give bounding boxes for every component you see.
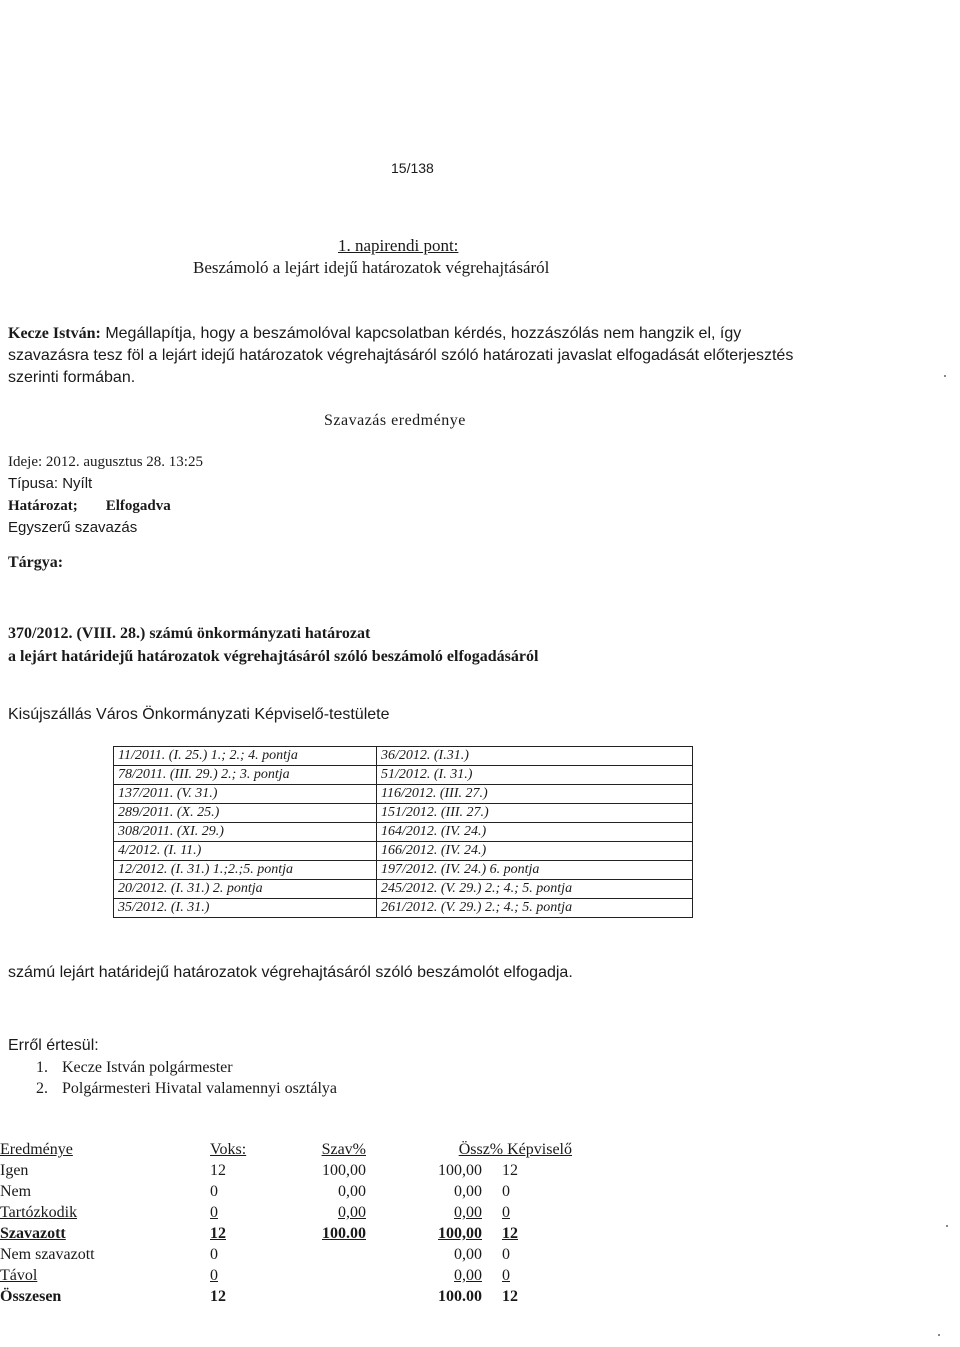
notify-list — [36, 1057, 337, 1099]
resolution-ref: 151/2012. (III. 27.) — [377, 804, 693, 823]
vote-row-label: Tartózkodik — [0, 1204, 78, 1221]
representative-count: 12 — [502, 1162, 518, 1179]
vote-percent — [266, 1265, 366, 1286]
notify-item — [36, 1057, 337, 1078]
resolutions-row — [114, 747, 693, 766]
vote-row — [0, 1244, 572, 1265]
page-number: 15/138 — [391, 160, 434, 176]
agenda-heading: 1. napirendi pont: — [338, 236, 459, 255]
total-percent: 0,00 — [454, 1246, 482, 1263]
total-percent: 100,00 — [438, 1225, 482, 1242]
vote-result-heading: Szavazás eredménye — [324, 412, 466, 429]
resolution-ref: 116/2012. (III. 27.) — [377, 785, 693, 804]
resolutions-row — [114, 899, 693, 918]
vote-percent — [266, 1244, 366, 1265]
resolution-ref: 164/2012. (IV. 24.) — [377, 823, 693, 842]
vote-row — [0, 1181, 572, 1202]
vote-row-label: Igen — [0, 1162, 29, 1179]
vote-count: 0 — [210, 1204, 218, 1221]
vote-table-header — [0, 1139, 572, 1160]
vote-row-label: Távol — [0, 1267, 38, 1284]
resolutions-row — [114, 766, 693, 785]
notify-item-number: 1. — [36, 1059, 48, 1076]
resolution-number: 370/2012. (VIII. 28.) számú önkormányzati határozat — [8, 625, 371, 642]
resolutions-row — [114, 842, 693, 861]
accept-text: számú lejárt határidejű határozatok végrehajtásáról szóló beszámolót elfogadja. — [8, 964, 573, 981]
resolution-decision-row — [8, 495, 203, 517]
resolutions-row — [114, 785, 693, 804]
resolution-label: Határozat; — [8, 498, 78, 514]
total-percent: 0,00 — [454, 1183, 482, 1200]
total-percent: 0,00 — [454, 1267, 482, 1284]
vote-percent: 0,00 — [338, 1183, 366, 1200]
vote-percent: 0,00 — [338, 1204, 366, 1221]
agenda-title: Beszámoló a lejárt idejű határozatok végrehajtásáról — [193, 258, 550, 277]
subject-label: Tárgya: — [8, 554, 64, 571]
vote-count: 12 — [210, 1162, 226, 1179]
vote-row — [0, 1202, 572, 1223]
vote-row-label: Nem — [0, 1183, 32, 1200]
intro-paragraph — [8, 323, 808, 389]
representative-count: 12 — [502, 1225, 518, 1242]
notify-item-number: 2. — [36, 1080, 48, 1097]
resolution-ref: 289/2011. (X. 25.) — [114, 804, 377, 823]
representative-count: 0 — [502, 1267, 510, 1284]
speaker-name: Kecze István: — [8, 325, 101, 342]
vote-row — [0, 1223, 572, 1244]
vote-count: 12 — [210, 1225, 226, 1242]
notify-item — [36, 1078, 337, 1099]
resolution-ref: 197/2012. (IV. 24.) 6. pontja — [377, 861, 693, 880]
scan-speck — [944, 375, 946, 377]
vote-count: 12 — [210, 1288, 226, 1305]
header-votes: Voks: — [210, 1141, 247, 1158]
vote-percent — [266, 1286, 366, 1307]
resolution-ref: 51/2012. (I. 31.) — [377, 766, 693, 785]
vote-time: Ideje: 2012. augusztus 28. 13:25 — [8, 454, 203, 470]
header-result: Eredménye — [0, 1141, 73, 1158]
resolution-ref: 12/2012. (I. 31.) 1.;2.;5. pontja — [114, 861, 377, 880]
resolutions-row — [114, 823, 693, 842]
notify-item-text: Polgármesteri Hivatal valamennyi osztálya — [62, 1080, 338, 1097]
total-percent: 0,00 — [454, 1204, 482, 1221]
vote-row-label: Nem szavazott — [0, 1246, 95, 1263]
decision-status: Elfogadva — [105, 498, 171, 514]
resolution-ref: 261/2012. (V. 29.) 2.; 4.; 5. pontja — [377, 899, 693, 918]
notify-label: Erről értesül: — [8, 1037, 99, 1054]
vote-row — [0, 1286, 572, 1307]
resolution-ref: 245/2012. (V. 29.) 2.; 4.; 5. pontja — [377, 880, 693, 899]
vote-type: Típusa: Nyílt — [8, 475, 93, 492]
resolutions-row — [114, 880, 693, 899]
resolution-ref: 137/2011. (V. 31.) — [114, 785, 377, 804]
header-vote-percent: Szav% — [321, 1141, 366, 1158]
resolution-ref: 166/2012. (IV. 24.) — [377, 842, 693, 861]
representative-count: 0 — [502, 1183, 510, 1200]
intro-text: Megállapítja, hogy a beszámolóval kapcsolatban kérdés, hozzászólás nem hangzik el, így szavazásra tesz föl a lejárt idejű határozatok végrehajtásáról szóló határozati javaslat elfogadását előterjesztés szerinti formában. — [8, 325, 794, 386]
resolution-title — [8, 622, 538, 668]
resolution-ref: 308/2011. (XI. 29.) — [114, 823, 377, 842]
vote-table — [0, 1139, 572, 1307]
vote-row-label: Összesen — [0, 1288, 62, 1305]
resolution-ref: 36/2012. (I.31.) — [377, 747, 693, 766]
resolution-ref: 35/2012. (I. 31.) — [114, 899, 377, 918]
council-name: Kisújszállás Város Önkormányzati Képviselő-testülete — [8, 706, 390, 723]
resolution-ref: 78/2011. (III. 29.) 2.; 3. pontja — [114, 766, 377, 785]
resolutions-table — [113, 746, 693, 918]
vote-percent: 100,00 — [322, 1162, 366, 1179]
vote-row — [0, 1160, 572, 1181]
vote-percent: 100.00 — [322, 1225, 366, 1242]
resolution-ref: 11/2011. (I. 25.) 1.; 2.; 4. pontja — [114, 747, 377, 766]
total-percent: 100.00 — [438, 1288, 482, 1305]
representative-count: 12 — [502, 1288, 518, 1305]
resolution-subject: a lejárt határidejű határozatok végrehajtásáról szóló beszámoló elfogadásáról — [8, 648, 539, 665]
resolutions-row — [114, 861, 693, 880]
notify-item-text: Kecze István polgármester — [62, 1059, 233, 1076]
resolution-ref: 20/2012. (I. 31.) 2. pontja — [114, 880, 377, 899]
vote-meta — [8, 451, 203, 539]
header-total-percent-reps: Össz% Képviselő — [458, 1141, 572, 1158]
resolutions-row — [114, 804, 693, 823]
vote-count: 0 — [210, 1267, 218, 1284]
resolution-ref: 4/2012. (I. 11.) — [114, 842, 377, 861]
vote-row — [0, 1265, 572, 1286]
vote-kind: Egyszerű szavazás — [8, 519, 138, 536]
representative-count: 0 — [502, 1204, 510, 1221]
vote-count: 0 — [210, 1183, 218, 1200]
scan-speck — [946, 1225, 948, 1227]
scan-speck — [938, 1334, 940, 1336]
total-percent: 100,00 — [438, 1162, 482, 1179]
vote-row-label: Szavazott — [0, 1225, 66, 1242]
representative-count: 0 — [502, 1246, 510, 1263]
vote-count: 0 — [210, 1246, 218, 1263]
